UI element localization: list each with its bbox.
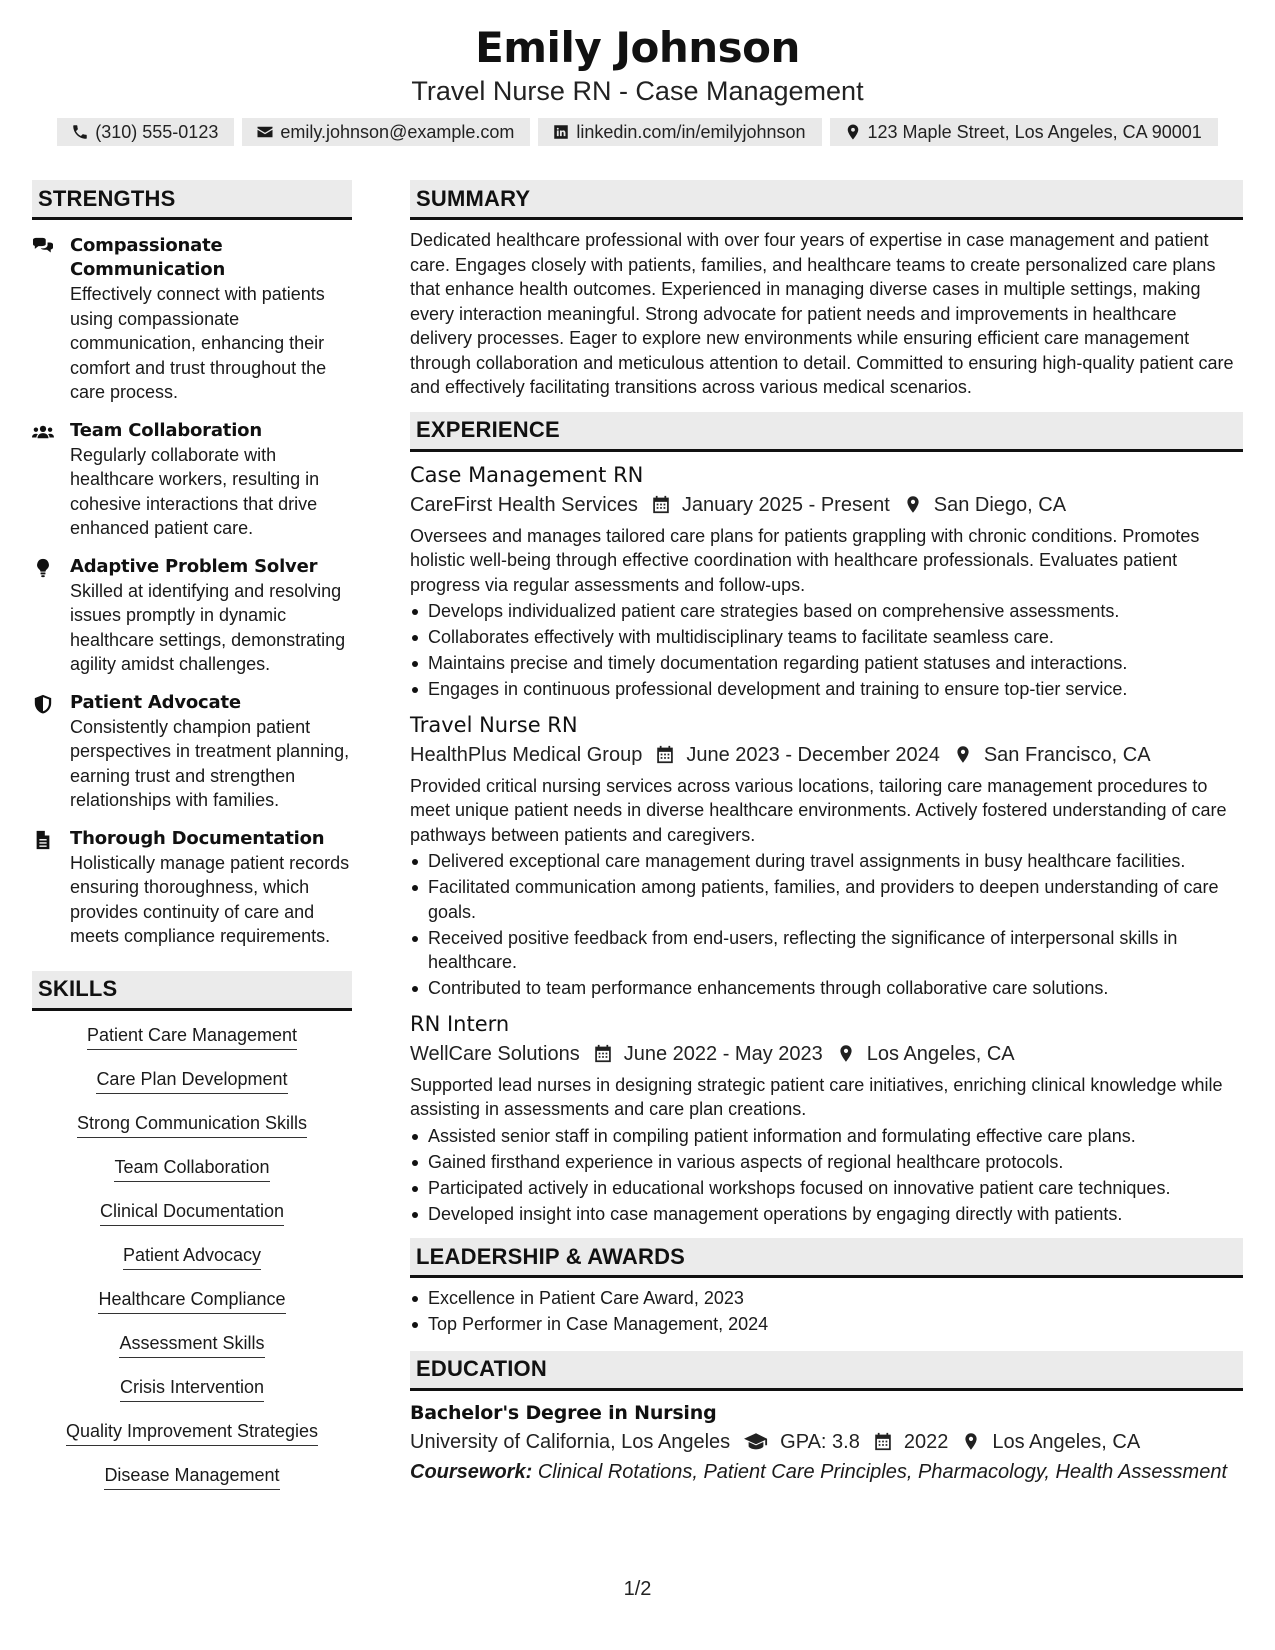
summary-text: Dedicated healthcare professional with over four years of expertise in case management and patient care. Engages closely with patients, families, and healthcare teams to create personalized care plans that enhance health outcomes. Experienced in managing diverse cases in multiple settings, making every interaction meaningful. Strong advocate for patient needs and improvements in healthcare delivery processes. Eager to explore new environments while ensuring efficient care management through collaboration and meticulous attention to detail. Committed to ensuring high-quality patient care and effectively facilitating transitions across various medical scenarios.: [410, 230, 1234, 397]
award-item: Excellence in Patient Care Award, 2023: [428, 1286, 1243, 1311]
left-column: [32, 180, 352, 1507]
bullet-item: Collaborates effectively with multidisciplinary teams to facilitate seamless care.: [428, 625, 1243, 650]
job-dates: June 2022 - May 2023: [623, 1042, 823, 1065]
job-title: Case Management RN: [410, 462, 644, 487]
job-meta: [410, 740, 1243, 770]
strength-item: [32, 691, 352, 813]
linkedin-text: linkedin.com/in/emilyjohnson: [576, 121, 806, 142]
calendar-icon: [874, 1432, 892, 1451]
strength-title: Compassionate Communication: [70, 235, 226, 280]
contact-linkedin[interactable]: [538, 118, 821, 146]
bullet-item: Delivered exceptional care management during travel assignments in busy healthcare facilities.: [428, 849, 1243, 874]
skill-tag: Clinical Documentation: [100, 1199, 284, 1226]
strength-item: [32, 555, 352, 677]
job-location: San Diego, CA: [933, 493, 1067, 516]
linkedin-icon: [552, 123, 570, 141]
strength-title: Thorough Documentation: [70, 827, 325, 849]
bullet-item: Contributed to team performance enhancements through collaborative care solutions.: [428, 976, 1243, 1001]
job-meta: [410, 1039, 1243, 1069]
strength-title: Patient Advocate: [70, 691, 241, 713]
strength-desc: Holistically manage patient records ensuring thoroughness, which provides continuity of care and meets compliance requirements.: [70, 852, 350, 946]
address-text: 123 Maple Street, Los Angeles, CA 90001: [867, 121, 1202, 142]
bullet-item: Maintains precise and timely documentation regarding patient statuses and interactions.: [428, 651, 1243, 676]
job-dates: June 2023 - December 2024: [686, 743, 940, 766]
bullet-item: Facilitated communication among patients, families, and providers to deepen understanding of care goals.: [428, 875, 1243, 924]
bullet-item: Participated actively in educational workshops focused on innovative patient care techniques.: [428, 1176, 1243, 1201]
education-heading: EDUCATION: [410, 1351, 1243, 1391]
document-icon: [32, 830, 54, 850]
job-bullets: [410, 599, 1243, 702]
award-item: Top Performer in Case Management, 2024: [428, 1312, 1243, 1337]
job-title: RN Intern: [410, 1011, 510, 1036]
job-description: Oversees and manages tailored care plans for patients grappling with chronic conditions. Promotes holistic well-being through effective coordination with healthcare professionals. Evaluates patient progress via regular assessments and follow-ups.: [410, 525, 1200, 595]
job-location: San Francisco, CA: [983, 743, 1151, 766]
skill-tag: Patient Care Management: [87, 1023, 297, 1050]
contact-bar: [0, 118, 1275, 146]
awards-list: [410, 1286, 1243, 1337]
skill-tag: Healthcare Compliance: [98, 1287, 285, 1314]
chat-bubbles-icon: [32, 237, 54, 257]
bullet-item: Developed insight into case management operations by engaging directly with patients.: [428, 1202, 1243, 1227]
contact-email[interactable]: [242, 118, 530, 146]
page-number: 1/2: [623, 1578, 652, 1600]
email-text: emily.johnson@example.com: [280, 121, 515, 142]
summary-heading: SUMMARY: [410, 180, 1243, 220]
job-company: WellCare Solutions: [410, 1042, 580, 1065]
bullet-item: Gained firsthand experience in various aspects of regional healthcare protocols.: [428, 1150, 1243, 1175]
school-name: University of California, Los Angeles: [410, 1430, 731, 1453]
resume-header: [0, 22, 1275, 146]
strengths-heading: STRENGTHS: [32, 180, 352, 220]
awards-heading: LEADERSHIP & AWARDS: [410, 1238, 1243, 1278]
bullet-item: Received positive feedback from end-users, reflecting the significance of interpersonal skills in healthcare.: [428, 926, 1243, 975]
strength-desc: Regularly collaborate with healthcare workers, resulting in cohesive interactions that drive enhanced patient care.: [70, 444, 320, 538]
contact-phone[interactable]: [57, 118, 234, 146]
calendar-icon: [594, 1044, 612, 1063]
strength-item: [32, 827, 352, 949]
job-company: HealthPlus Medical Group: [410, 743, 643, 766]
job-location: Los Angeles, CA: [866, 1042, 1015, 1065]
job-company: CareFirst Health Services: [410, 493, 638, 516]
job-dates: January 2025 - Present: [681, 493, 890, 516]
phone-text: (310) 555-0123: [95, 121, 219, 142]
job-entry: [410, 460, 1243, 702]
skills-heading: SKILLS: [32, 971, 352, 1011]
skill-tag: Care Plan Development: [96, 1067, 287, 1094]
skill-tag: Strong Communication Skills: [77, 1111, 307, 1138]
shield-icon: [32, 694, 54, 714]
gpa: GPA: 3.8: [780, 1430, 860, 1453]
skill-tag: Crisis Intervention: [120, 1375, 264, 1402]
coursework-list: Clinical Rotations, Patient Care Principles, Pharmacology, Health Assessment: [537, 1460, 1228, 1483]
map-pin-icon: [837, 1044, 855, 1063]
skill-tag: Quality Improvement Strategies: [66, 1419, 318, 1446]
map-pin-icon: [844, 123, 862, 141]
coursework-label: Coursework:: [410, 1460, 533, 1483]
bullet-item: Assisted senior staff in compiling patient information and formulating effective care plans.: [428, 1124, 1243, 1149]
job-entry: [410, 710, 1243, 1001]
map-pin-icon: [962, 1432, 980, 1451]
skill-tag: Assessment Skills: [119, 1331, 264, 1358]
graduation-cap-icon: [744, 1432, 768, 1451]
calendar-icon: [656, 745, 674, 764]
education-meta: [410, 1427, 1243, 1457]
graduation-year: 2022: [903, 1430, 949, 1453]
skill-tag: Disease Management: [104, 1463, 279, 1490]
coursework: [410, 1457, 1243, 1487]
bullet-item: Develops individualized patient care strategies based on comprehensive assessments.: [428, 599, 1243, 624]
calendar-icon: [652, 495, 670, 514]
lightbulb-icon: [32, 558, 54, 578]
strength-desc: Skilled at identifying and resolving issues promptly in dynamic healthcare settings, demonstrating agility amidst challenges.: [70, 580, 346, 674]
job-bullets: [410, 1124, 1243, 1227]
degree-title: Bachelor's Degree in Nursing: [410, 1401, 717, 1424]
strength-desc: Consistently champion patient perspectives in treatment planning, earning trust and strengthen relationships with families.: [70, 716, 350, 810]
skills-list: [32, 1023, 352, 1507]
strength-item: [32, 419, 352, 541]
job-bullets: [410, 849, 1243, 1001]
strength-item: [32, 234, 352, 405]
job-title: Travel Nurse RN: [410, 712, 578, 737]
users-icon: [32, 422, 54, 442]
strength-title: Adaptive Problem Solver: [70, 555, 318, 577]
candidate-name: Emily Johnson: [475, 23, 800, 72]
skill-tag: Team Collaboration: [114, 1155, 269, 1182]
contact-address: [830, 118, 1218, 146]
map-pin-icon: [904, 495, 922, 514]
strength-desc: Effectively connect with patients using compassionate communication, enhancing their comfort and trust throughout the care process.: [70, 284, 327, 402]
map-pin-icon: [954, 745, 972, 764]
job-entry: [410, 1009, 1243, 1227]
experience-heading: EXPERIENCE: [410, 412, 1243, 452]
phone-icon: [71, 123, 89, 141]
skill-tag: Patient Advocacy: [123, 1243, 261, 1270]
strength-title: Team Collaboration: [70, 419, 262, 441]
school-location: Los Angeles, CA: [992, 1430, 1141, 1453]
right-column: [410, 180, 1243, 1487]
job-description: Provided critical nursing services across various locations, tailoring care management procedures to meet unique patient needs in diverse healthcare environments. Actively fostered understanding of care pathways between patients and caregivers.: [410, 775, 1227, 845]
envelope-icon: [256, 123, 274, 141]
candidate-title: Travel Nurse RN - Case Management: [411, 76, 864, 106]
job-description: Supported lead nurses in designing strategic patient care initiatives, enriching clinical knowledge while assisting in assessments and care plan creations.: [410, 1074, 1223, 1119]
job-meta: [410, 490, 1243, 520]
bullet-item: Engages in continuous professional development and training to ensure top-tier service.: [428, 677, 1243, 702]
